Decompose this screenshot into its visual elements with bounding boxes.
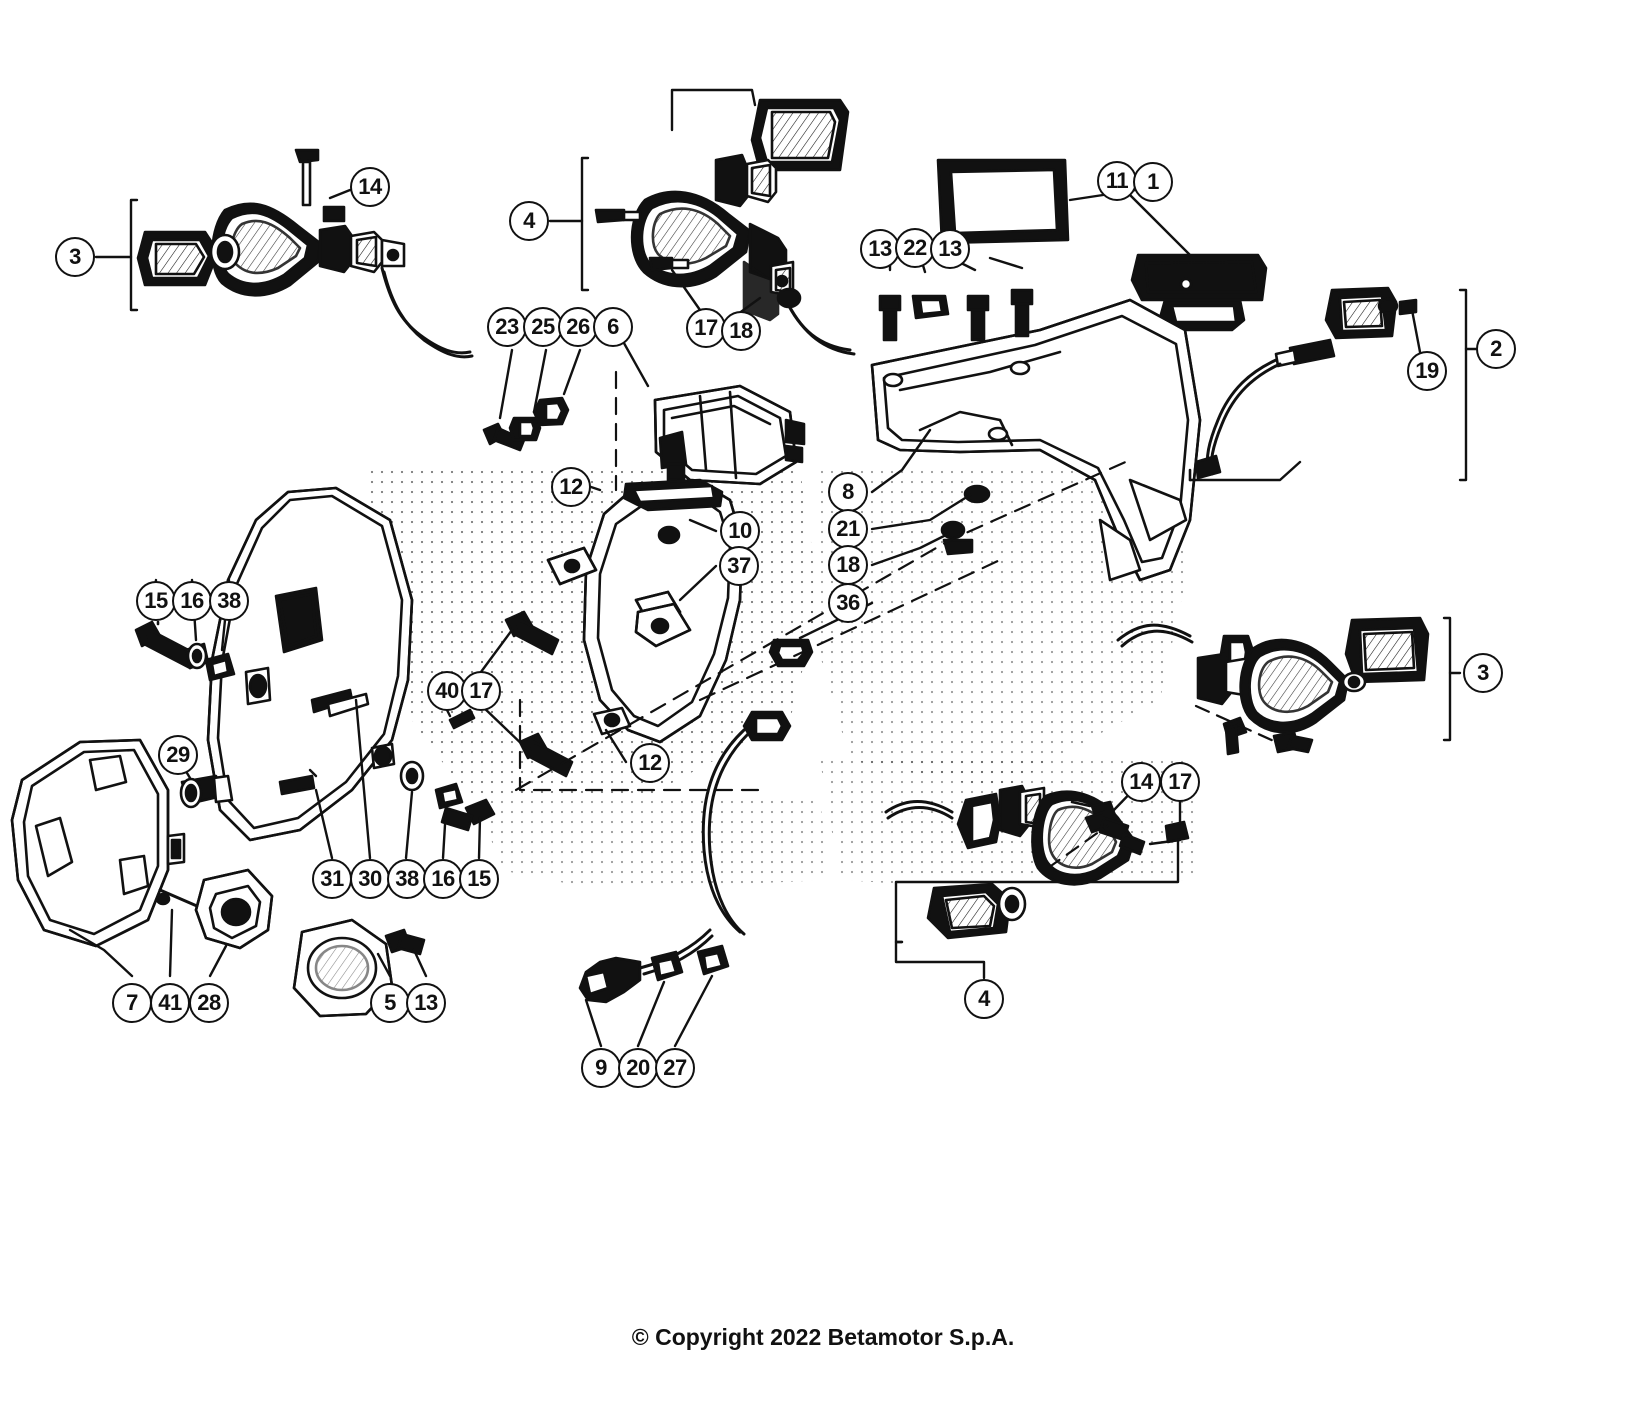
callout-16: 16 xyxy=(423,859,463,899)
callout-41: 41 xyxy=(150,983,190,1023)
callout-23: 23 xyxy=(487,307,527,347)
callout-25: 25 xyxy=(523,307,563,347)
callout-3: 3 xyxy=(1463,653,1503,693)
callout-21: 21 xyxy=(828,509,868,549)
callout-20: 20 xyxy=(618,1048,658,1088)
callout-1: 1 xyxy=(1133,162,1173,202)
callout-13: 13 xyxy=(860,229,900,269)
callout-36: 36 xyxy=(828,583,868,623)
callout-13: 13 xyxy=(406,983,446,1023)
callout-8: 8 xyxy=(828,472,868,512)
callout-12: 12 xyxy=(551,467,591,507)
callout-15: 15 xyxy=(136,581,176,621)
callout-40: 40 xyxy=(427,671,467,711)
callout-17: 17 xyxy=(1160,762,1200,802)
callout-17: 17 xyxy=(461,671,501,711)
callout-4: 4 xyxy=(509,201,549,241)
callout-9: 9 xyxy=(581,1048,621,1088)
callout-6: 6 xyxy=(593,307,633,347)
callout-14: 14 xyxy=(1121,762,1161,802)
callout-38: 38 xyxy=(387,859,427,899)
callout-28: 28 xyxy=(189,983,229,1023)
callout-30: 30 xyxy=(350,859,390,899)
callout-15: 15 xyxy=(459,859,499,899)
callout-31: 31 xyxy=(312,859,352,899)
callout-14: 14 xyxy=(350,167,390,207)
callout-19: 19 xyxy=(1407,351,1447,391)
callout-3: 3 xyxy=(55,237,95,277)
callout-27: 27 xyxy=(655,1048,695,1088)
callout-10: 10 xyxy=(720,511,760,551)
callout-7: 7 xyxy=(112,983,152,1023)
callout-38: 38 xyxy=(209,581,249,621)
callout-5: 5 xyxy=(370,983,410,1023)
callout-26: 26 xyxy=(558,307,598,347)
callout-29: 29 xyxy=(158,735,198,775)
callout-18: 18 xyxy=(721,311,761,351)
callout-12: 12 xyxy=(630,743,670,783)
callout-16: 16 xyxy=(172,581,212,621)
callout-11: 11 xyxy=(1097,161,1137,201)
copyright-notice: © Copyright 2022 Betamotor S.p.A. xyxy=(631,1324,1015,1350)
callout-22: 22 xyxy=(895,228,935,268)
callout-18: 18 xyxy=(828,545,868,585)
callout-13: 13 xyxy=(930,229,970,269)
callout-2: 2 xyxy=(1476,329,1516,369)
callout-37: 37 xyxy=(719,546,759,586)
callout-17: 17 xyxy=(686,308,726,348)
callout-4: 4 xyxy=(964,979,1004,1019)
